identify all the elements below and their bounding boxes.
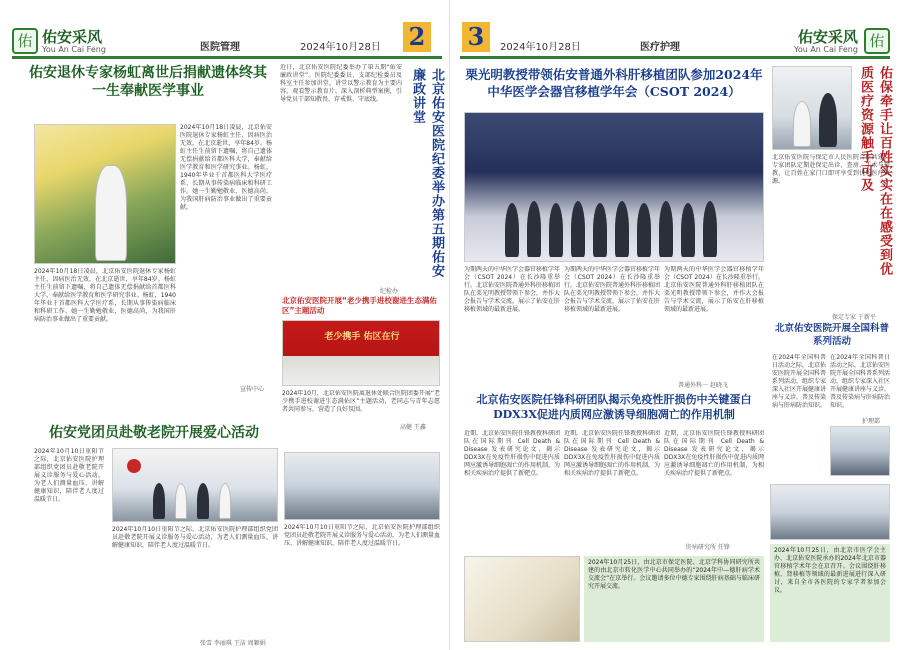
right-story1-body-cont2: 为期两天的中华医学会器官移植学年会（CSOT 2024）在长沙隆重举行。北京佑安医院普通外科肝移植团队在栗光明教授带领下参会，并作大会报告与学术交流，展示了佑安在肝移植领域的最新进展。: [664, 266, 764, 313]
right-story4-body: 近期，北京佑安医院任锋教授科研团队在国际期刊 Cell Death & Disease 发表研究论文，揭示DDX3X在免疫性肝损伤中促进内质网应激诱导细胞凋亡的作用机制，为相关疾病治疗提供了新靶点。: [464, 430, 560, 477]
left-story3-body: 2024年10月，北京佑安医院离退休处联合医院团委开展“老少携手进校谢进生态满佑区”主题活动，老同志与青年志愿者共同参与，营造了良好氛围。: [282, 390, 440, 413]
meeting-photo: [284, 452, 440, 520]
person-icon: [637, 203, 651, 257]
left-rule: [12, 56, 442, 59]
left-story1-body: 2024年10月18日凌晨，北京佑安医院退休专家杨虹主任，因病医治无效，在北京逝世，享年84岁。杨虹主任生前留下遗嘱，将自己遗体无偿捐献给首都医科大学，奉献给医学教育和医学研究事业。杨虹，1940年毕业于首都医科大学医疗系，长期从事传染病临床和科研工作。她一生勤勉敬业，医德高尚，为我国肝病防治事业做出了重要贡献。: [180, 124, 272, 211]
left-story4-body-cont: 2024年10月10日重阳节之际，北京佑安医院护理部组织党团员赴敬老院开展义诊服务与爱心活动，为老人们测量血压、讲解健康知识，陪伴老人度过温暖节日。: [112, 526, 278, 549]
right-story1-body: 为期两天的中华医学会器官移植学年会（CSOT 2024）在长沙隆重举行。北京佑安医院普通外科肝移植团队在栗光明教授带领下参会，并作大会报告与学术交流，展示了佑安在肝移植领域的最新进展。: [464, 266, 560, 313]
charity-visit-photo: [112, 448, 278, 522]
right-story1-body-cont: 为期两天的中华医学会器官移植学年会（CSOT 2024）在长沙隆重举行。北京佑安医院普通外科肝移植团队在栗光明教授带领下参会，并作大会报告与学术交流，展示了佑安在肝移植领域的最新进展。: [564, 266, 660, 313]
doctor-icon: [819, 93, 837, 147]
portrait-figure-icon: [95, 165, 127, 261]
right-story3-body: 在2024年全国科普日活动之际，北京佑安医院开展全国科普系列活动，组织专家深入社区开展健康讲座与义诊，普及传染病与肝病防治知识。: [772, 354, 826, 409]
person-icon: [175, 483, 187, 519]
right-logo: 佑: [864, 28, 890, 54]
person-icon: [197, 483, 209, 519]
right-brand-en: You An Cai Feng: [794, 44, 858, 54]
right-caption-box: 2024年10月25日，由北京市保定医院、北京学科协同研究所共建的由北京市转化医学中心共同举办的“2024年中—德肝病学术交流会”在京举行。会议邀请多位中德专家围绕肝病基础与临床研究开展交流。: [584, 556, 764, 642]
right-page-number: 3: [462, 22, 490, 52]
person-icon: [505, 203, 519, 257]
person-icon: [549, 203, 563, 257]
left-page-number: 2: [403, 22, 431, 52]
right-date: 2024年10月28日: [500, 42, 581, 53]
meeting-hall-photo: [770, 484, 890, 540]
left-story3-author: 高健 王鑫: [400, 424, 426, 431]
left-subhead-red: 北京佑安医院开展“老少携手进校谢进生态满佑区”主题活动: [282, 296, 437, 315]
right-brand-cn: 佑安采风: [797, 27, 858, 46]
left-story4-body-right: 2024年10月10日重阳节之际，北京佑安医院护理部组织党团员赴敬老院开展义诊服务与爱心活动，为老人们测量血压、讲解健康知识，陪伴老人度过温暖节日。: [284, 524, 440, 547]
right-story3-body-cont: 在2024年全国科普日活动之际，北京佑安医院开展全国科普系列活动，组织专家深入社区开展健康讲座与义诊，普及传染病与肝病防治知识。: [830, 354, 890, 409]
lecture-photo: [830, 426, 890, 476]
right-story4-author: 肝病研究所 任锋: [686, 544, 730, 551]
left-logo: 佑: [12, 28, 38, 54]
left-brand-cn: 佑安采风: [42, 27, 103, 46]
banner-photo: [282, 320, 440, 386]
right-rule: [460, 56, 890, 59]
banner-text: 老少携手 佑区在行: [324, 332, 400, 342]
left-headline1: 佑安退休专家杨虹离世后捐献遗体终其一生奉献医学事业: [29, 65, 267, 99]
person-icon: [219, 483, 231, 519]
person-icon: [153, 483, 165, 519]
left-brand-en: You An Cai Feng: [42, 44, 106, 54]
left-story1-author: 宣传中心: [240, 386, 265, 393]
left-headline2: 佑安党团员赴敬老院开展爱心活动: [49, 425, 259, 441]
right-story4-body-cont2: 近期，北京佑安医院任锋教授科研团队在国际期刊 Cell Death & Disease 发表研究论文，揭示DDX3X在免疫性肝损伤中促进内质网应激诱导细胞凋亡的作用机制，为相关疾病治疗提供了新靶点。: [664, 430, 764, 477]
person-icon: [527, 201, 541, 257]
left-date: 2024年10月28日: [300, 42, 381, 53]
conference-group-photo: [464, 112, 764, 262]
person-icon: [615, 201, 629, 257]
left-column-label: 医院管理: [200, 42, 240, 53]
right-story4-body-cont: 近期，北京佑安医院任锋教授科研团队在国际期刊 Cell Death & Disease 发表研究论文，揭示DDX3X在免疫性肝损伤中促进内质网应激诱导细胞凋亡的作用机制，为相关疾病治疗提供了新靶点。: [564, 430, 660, 477]
left-story2-body: 近日，北京佑安医院纪委举办了第五期“佑安廉政讲堂”。医院纪委委员、支部纪检委员及科室主任参加讲堂。讲堂以警示教育为主要内容，观看警示教育片，深入剖析典型案例，引导党员干部知敬畏、存戒惧、守底线。: [280, 64, 402, 103]
left-story1-body-cont: 2024年10月18日凌晨，北京佑安医院退休专家杨虹主任，因病医治无效，在北京逝世，享年84岁。杨虹主任生前留下遗嘱，将自己遗体无偿捐献给首都医科大学，奉献给医学教育和医学研究事业。杨虹，1940年毕业于首都医科大学医疗系，长期从事传染病临床和科研工作。她一生勤勉敬业，医德高尚，为我国肝病防治事业做出了重要贡献。: [34, 268, 176, 323]
left-story4-body: 2024年10月10日重阳节之际，北京佑安医院护理部组织党团员赴敬老院开展义诊服务与爱心活动，为老人们测量血压、讲解健康知识，陪伴老人度过温暖节日。: [34, 448, 104, 503]
person-icon: [593, 203, 607, 257]
right-story2-body: 北京佑安医院与保定市人民医院合作共建，专家团队定期赴保定出诊、查房、手术与带教，让百姓在家门口即可享受到优质医疗资源。: [772, 154, 890, 185]
right-headline1: 栗光明教授带领佑安普通外科肝移植团队参加2024年中华医学会器官移植学年会（CSOT 2024）: [465, 67, 763, 99]
ward-photo: [772, 66, 852, 150]
portrait-photo: [34, 124, 176, 264]
right-headline2: 北京佑安医院开展全国科普系列活动: [774, 323, 889, 347]
right-caption-box-lower: 2024年10月25日，由北京市医学会主办、北京佑安医院承办的2024年北京市器官移植学术年会在京召开。会议围绕肝移植、肾移植等领域的最新进展进行深入研讨，来自全市各医院的专家学者参加会议。: [770, 544, 890, 642]
book-photo: [464, 556, 580, 642]
left-story4-author: 张雪 李丽琪 王洁 周颖娟: [200, 640, 266, 647]
doctor-icon: [793, 101, 811, 147]
person-icon: [681, 203, 695, 257]
right-headline3: 北京佑安医院任锋科研团队揭示免疫性肝损伤中关键蛋白DDX3X促进内质网应激诱导细胞凋亡的作用机制: [476, 393, 752, 421]
flag-icon: [127, 459, 141, 473]
left-brand: [42, 29, 106, 54]
right-story1-author: 普通外科一 赵晓飞: [678, 382, 728, 389]
left-vertical-headline: 北京佑安医院纪委举办第五期佑安廉政讲堂: [410, 68, 444, 278]
left-masthead: [12, 22, 106, 60]
person-icon: [659, 201, 673, 257]
right-story3-author: 护理部: [862, 418, 881, 425]
right-page: [450, 0, 900, 650]
person-icon: [571, 201, 585, 257]
person-icon: [703, 201, 717, 257]
right-brand: [794, 29, 858, 54]
left-story2-author: 纪检办: [380, 288, 399, 295]
right-story2-author: 保定专家 于新平: [832, 314, 876, 321]
right-vertical-headline: 佑保牵手让百姓实实在在感受到优质医疗资源触手可及: [858, 66, 892, 276]
right-masthead: [790, 22, 890, 60]
right-column-label: 医疗护理: [640, 42, 680, 53]
